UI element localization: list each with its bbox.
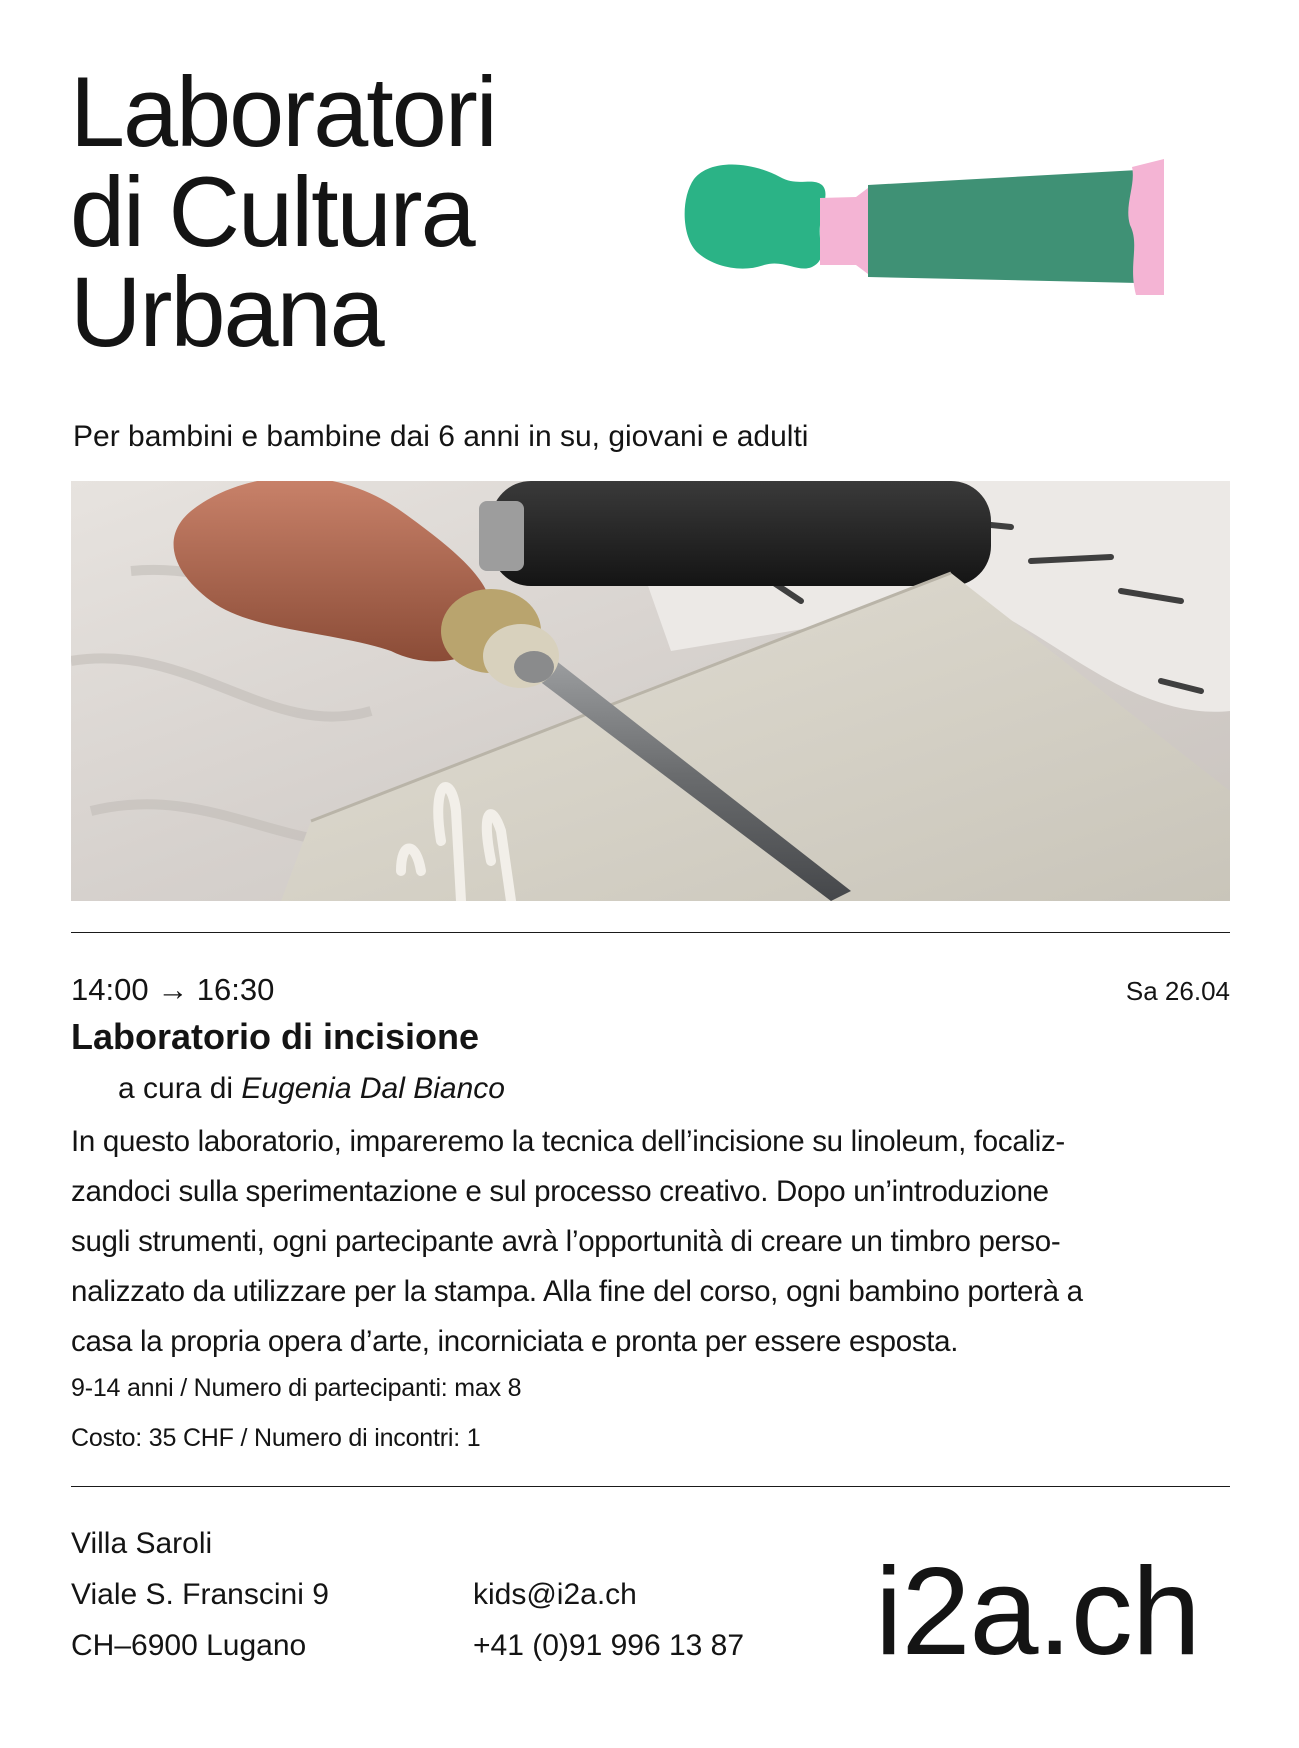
curator-name: Eugenia Dal Bianco [241,1072,505,1105]
description-line: zandoci sulla sperimentazione e sul processo creativo. Dopo un’introduzione [71,1175,1049,1208]
event-date: Sa 26.04 [1125,976,1230,1006]
divider-bottom [71,1486,1230,1487]
linocut-tool-photo [71,481,1230,901]
description-line: nalizzato da utilizzare per la stampa. Alla fine del corso, ogni bambino porterà a [71,1275,1083,1308]
divider-top [71,932,1230,933]
description-line: casa la propria opera d’arte, incorniciata e pronta per essere esposta. [71,1325,959,1358]
address-line: Villa Saroli [71,1527,213,1560]
i2a-logo[interactable]: i2a.ch [875,1543,1200,1681]
subtitle: Per bambini e bambine dai 6 anni in su, giovani e adulti [73,420,809,453]
description-line: sugli strumenti, ogni partecipante avrà l’opportunità di creare un timbro perso- [71,1225,1061,1258]
tube-neck [820,185,872,277]
address-line: Viale S. Franscini 9 [71,1578,329,1611]
tube-cap [685,165,826,269]
event-description [71,1117,1236,1367]
description-line: In questo laboratorio, impareremo la tecnica dell’incisione su linoleum, focaliz- [71,1125,1065,1158]
address-line: CH–6900 Lugano [71,1629,307,1662]
curator-prefix: a cura di [118,1072,234,1105]
page-title [70,56,630,367]
event-cost: Costo: 35 CHF / Numero di incontri: 1 [71,1424,481,1452]
event-curator [118,1072,505,1106]
paint-tube-illustration [680,155,1170,300]
tube-end [1128,159,1164,295]
address-block [71,1518,329,1671]
title-line-2: di Cultura [70,156,474,267]
contact-email[interactable]: kids@i2a.ch [473,1578,637,1611]
title-line-1: Laboratori [70,56,496,167]
title-line-3: Urbana [70,256,383,367]
contact-phone[interactable]: +41 (0)91 996 13 87 [473,1629,745,1662]
event-age-participants: 9-14 anni / Numero di partecipanti: max 8 [71,1374,522,1402]
event-title: Laboratorio di incisione [71,1016,480,1057]
contact-block [473,1569,744,1671]
tube-body [868,170,1138,283]
event-time: 14:00 → 16:30 [71,972,275,1007]
